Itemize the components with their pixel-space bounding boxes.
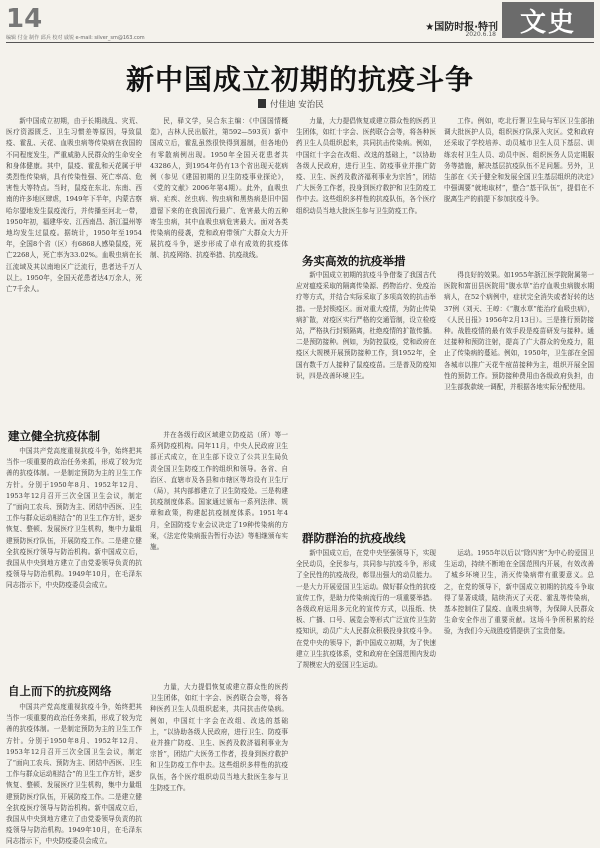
paragraph: 并在各级行政区域建立防疫站（所）等一系列防疫机构。同年11月，中央人民政府卫生部正式成立，在卫生部下设立了公共卫生局负责全国卫生防疫工作的组织和领导。各省、自治区、直辖市及各县和市辖区等均设有卫生厅（局），其内部都建立了卫生防疫处。三是构建抗疫制度体系。国家通过颁布一系列法律、规章和政策，构建起抗疫制度体系。1951年4月，全国防疫专业会议决定了19种传染病的方案，《法定传染病报告暂行办法》等相继颁布实施。 (150, 431, 288, 552)
paragraph: 新中国成立初期的抗疫斗争借鉴了我国古代应对瘟疫采取的隔离传染源、药物治疗、免疫治疗等方式，并结合实际采取了多项高效的抗击举措。一是封锁疫区。面对重大疫情，为防止传染病扩散，对疫区实行严格的交通管制，设立检疫站，严格执行封锁隔离，杜绝疫情的扩散传播。二是预防接种。例如，为防控鼠疫，党和政府在疫区大规模开展预防接种工作，到1952年，全国有数千万人接种了鼠疫疫苗。三是普及防疫知识，四是改善环境卫生。 (296, 271, 436, 380)
subheading-network: 自上而下的抗疫网络 (8, 684, 112, 698)
section-label-text: 文史 (519, 7, 576, 38)
issue-date: 2020.6.18 (465, 31, 496, 38)
header-divider (6, 42, 594, 43)
subheading-measures: 务实高效的抗疫举措 (302, 254, 406, 268)
paragraph: 新中国成立初期，由于长期战乱、灾荒、医疗资源匮乏、卫生习惯差等原因，导致鼠疫、霍乱、天花、血吸虫病等传染病在我国的不同程度发生，严重威胁人民群众的生命安全和身体健康。其中，鼠疫、霍乱和天花属于甲类烈性传染病，具有传染性强、死亡率高、危害性大等特点。当时，鼠疫在东北、东南、西南的许多地区肆虐，1949年下半年，内蒙古察哈尔盟地发生鼠疫流行，并传播至河北一带，1950年初，福建华安、江西南昌、浙江温州等地均发生过鼠疫。据统计，1950年至1954年，全国8个省（区）有6868人感染鼠疫，死亡2268人，死亡率为33.02%。血吸虫病在长江流域及其以南地区广泛流行，患者达千万人以上。1950年，全国天花患者达4万余人，死亡7千余人。 (6, 117, 142, 294)
byline-marker (258, 99, 266, 108)
newspaper-brand: ★国防时报·特刊 (425, 22, 498, 33)
column-3-top (296, 116, 436, 249)
column-4-mid (444, 270, 594, 525)
page-header (0, 0, 600, 42)
article-title: 新中国成立初期的抗疫斗争 (125, 63, 474, 96)
column-3-mid (296, 270, 436, 525)
column-1-top (6, 116, 142, 421)
subheading-frontline: 群防群治的抗疫战线 (302, 531, 406, 545)
paragraph: 得良好的效果。如1955年浙江医学院附属第一医院和富田县医院用“腹水草”治疗血吸虫病腹水期病人，在52个病例中，症状完全消失或者好转的达37例（刘天、王崞：《“腹水草”能治疗血吸虫病》，《人民日报》1956年2月13日）。三是推行预防接种。战胜疫情的最有效手段是疫苗研发与接种。通过接种和预防注射，提高了广大群众的免疫力，阻止了传染病的蔓延。例如，1950年，卫生部在全国各城市以推广天花牛痘苗接种为主，组织开展全国性的预防工作。预防接种费用由各级政府负担，由卫生部拨款统一调配，并根据各地实际分配使用。 (444, 271, 594, 392)
column-2-end (150, 682, 288, 820)
column-2-top (150, 116, 288, 421)
paragraph: 工作。例如，吃北行署卫生局与军区卫生部抽调大批医护人员，组织医疗队深入灾区。党和政府还采取了学校培养、动员城市卫生人员下基层、训练农村卫生人员、动员中医、组织医务人员定期服务等措施，解决基层抗疫队伍不足问题。另外，卫生部在《关于健全和发展全国卫生基层组织的决定》中强调要“就地取材”，整合“基干队伍”，提倡在不脱离生产的前提下参加抗疫斗争。 (444, 117, 594, 204)
column-1-bot (6, 446, 142, 674)
column-1-end (6, 702, 142, 846)
column-4-bot (444, 548, 594, 820)
page-number: 14 (6, 4, 43, 34)
column-4-top (444, 116, 594, 249)
paragraph: 运动。1955年以后以“除四害”为中心的爱国卫生运动，持续不断地在全国范围内开展，有效改善了城乡环境卫生，消灭传染病带有重要意义。总之，在党的领导下，新中国成立初期的抗疫斗争取得了显著成绩，陆续消灭了天花、霍乱等传染病，基本控制住了鼠疫、血吸虫病等，为保障人民群众生命安全作出了重要贡献。这场斗争所积累的经验，为我们今天战胜疫情提供了宝贵借鉴。 (444, 549, 594, 636)
paragraph: 中国共产党高度重视抗疫斗争，始终把其当作一项重要的政治任务来抓，形成了较为完善的抗疫体制。一是制定预防为主的卫生工作方针。分别于1950年8月、1952年12月、1953年12月召开三次全国卫生会议，制定了“面向工农兵、预防为主、团结中西医、卫生工作与群众运动相结合”的卫生工作方针，逐步恢复、整顿、发展医疗卫生机构，集中力量组建预防医疗队伍，开展防疫工作。二是建立健全抗疫医疗领导与防治机构。新中国成立后，我国从中央到地方建立了由党委领导负责的抗疫领导与防治机构。1949年10月，在毛泽东同志指示下，中央防疫委员会成立。 (6, 447, 142, 590)
article-byline: 付佳迪 安治民 (270, 100, 324, 110)
subheading-system: 建立健全抗疫体制 (8, 429, 100, 443)
paragraph: 力量，大力提倡恢复或建立群众性的医药卫生团体，如红十字会、医药联合会等，将各种医药卫生人员组织起来，共同抗击传染病。例如，中国红十字会在改组、改选的基础上，“以协助各级人民政府，进行卫生、防疫事业并推广防疫、卫生、医药及救济福利事业为宗旨”，团结广大医务工作者，投身到医疗救护和卫生防疫工作中去。这些组织多样性的抗疫队伍，各个医疗组织动员当地大批医生参与卫生防疫工作。 (296, 117, 436, 215)
paragraph: 新中国成立后，在党中央坚强领导下，实现全民动员，全民参与，共同参与抗疫斗争，形成了全民性的抗疫战役，彰显出强大的动员能力。一是大力开展爱国卫生运动。做好群众性的抗疫宣传工作，是助力传染病流行的一项重要举措。各级政府运用多元化的宣传方式，以报纸、快板、广播、口号、展览会等形式广泛宣传卫生防疫知识，动员广大人民群众积极投身抗疫斗争。在党中央的领导下，新中国成立初期，为了快速建立卫生抗疫体系，党和政府在全国范围内发动了规模宏大的爱国卫生运动。 (296, 549, 436, 670)
edition-info: 编辑 付金 制作 邱兵 校对 戚锐 e-mail: silver_sm@163.com (6, 35, 145, 41)
section-label (502, 2, 594, 38)
column-2-bot (150, 430, 288, 674)
paragraph: 中国共产党高度重视抗疫斗争，始终把其当作一项重要的政治任务来抓，形成了较为完善的抗疫体制。一是制定预防为主的卫生工作方针。分别于1950年8月、1952年12月、1953年12月召开三次全国卫生会议，制定了“面向工农兵、预防为主、团结中西医、卫生工作与群众运动相结合”的卫生工作方针，逐步恢复、整顿、发展医疗卫生机构，集中力量组建预防医疗队伍，开展防疫工作。二是建立健全抗疫医疗领导与防治机构。新中国成立后，我国从中央到地方建立了由党委领导负责的抗疫领导与防治机构。1949年10月，在毛泽东同志指示下，中央防疫委员会成立。 (6, 703, 142, 846)
paragraph: 力量，大力提倡恢复或建立群众性的医药卫生团体，如红十字会、医药联合会等，将各种医药卫生人员组织起来，共同抗击传染病。例如，中国红十字会在改组、改选的基础上，“以协助各级人民政府，进行卫生、防疫事业并推广防疫、卫生、医药及救济福利事业为宗旨”，团结广大医务工作者，投身到医疗救护和卫生防疫工作中去。这些组织多样性的抗疫队伍，各个医疗组织动员当地大批医生参与卫生防疫工作。 (150, 683, 288, 792)
paragraph: 民，驿文学，吴合东主编：《中国国情概览》，吉林人民出版社，第592—593页）新中国成立后，霍乱虽然很快得到遏制，但各地仍有零散病例出现。1950年全国天花患者共43286人，到1954年仍有13个省出现天花病例（参见《建国初期的卫生防疫事业探论》，《党的文献》2006年第4期）。此外，血吸虫病、疟疾、丝虫病、钩虫病和黑热病是旧中国遗留下来的在我国流行最广、危害最大的五种寄生虫病，其中血吸虫病危害最大。面对各类传染病的侵袭，党和政府带领广大群众大力开展抗疫斗争，逐步形成了卓有成效的抗疫体制、抗疫网络、抗疫举措、抗疫战线。 (150, 117, 288, 260)
column-3-bot (296, 548, 436, 820)
